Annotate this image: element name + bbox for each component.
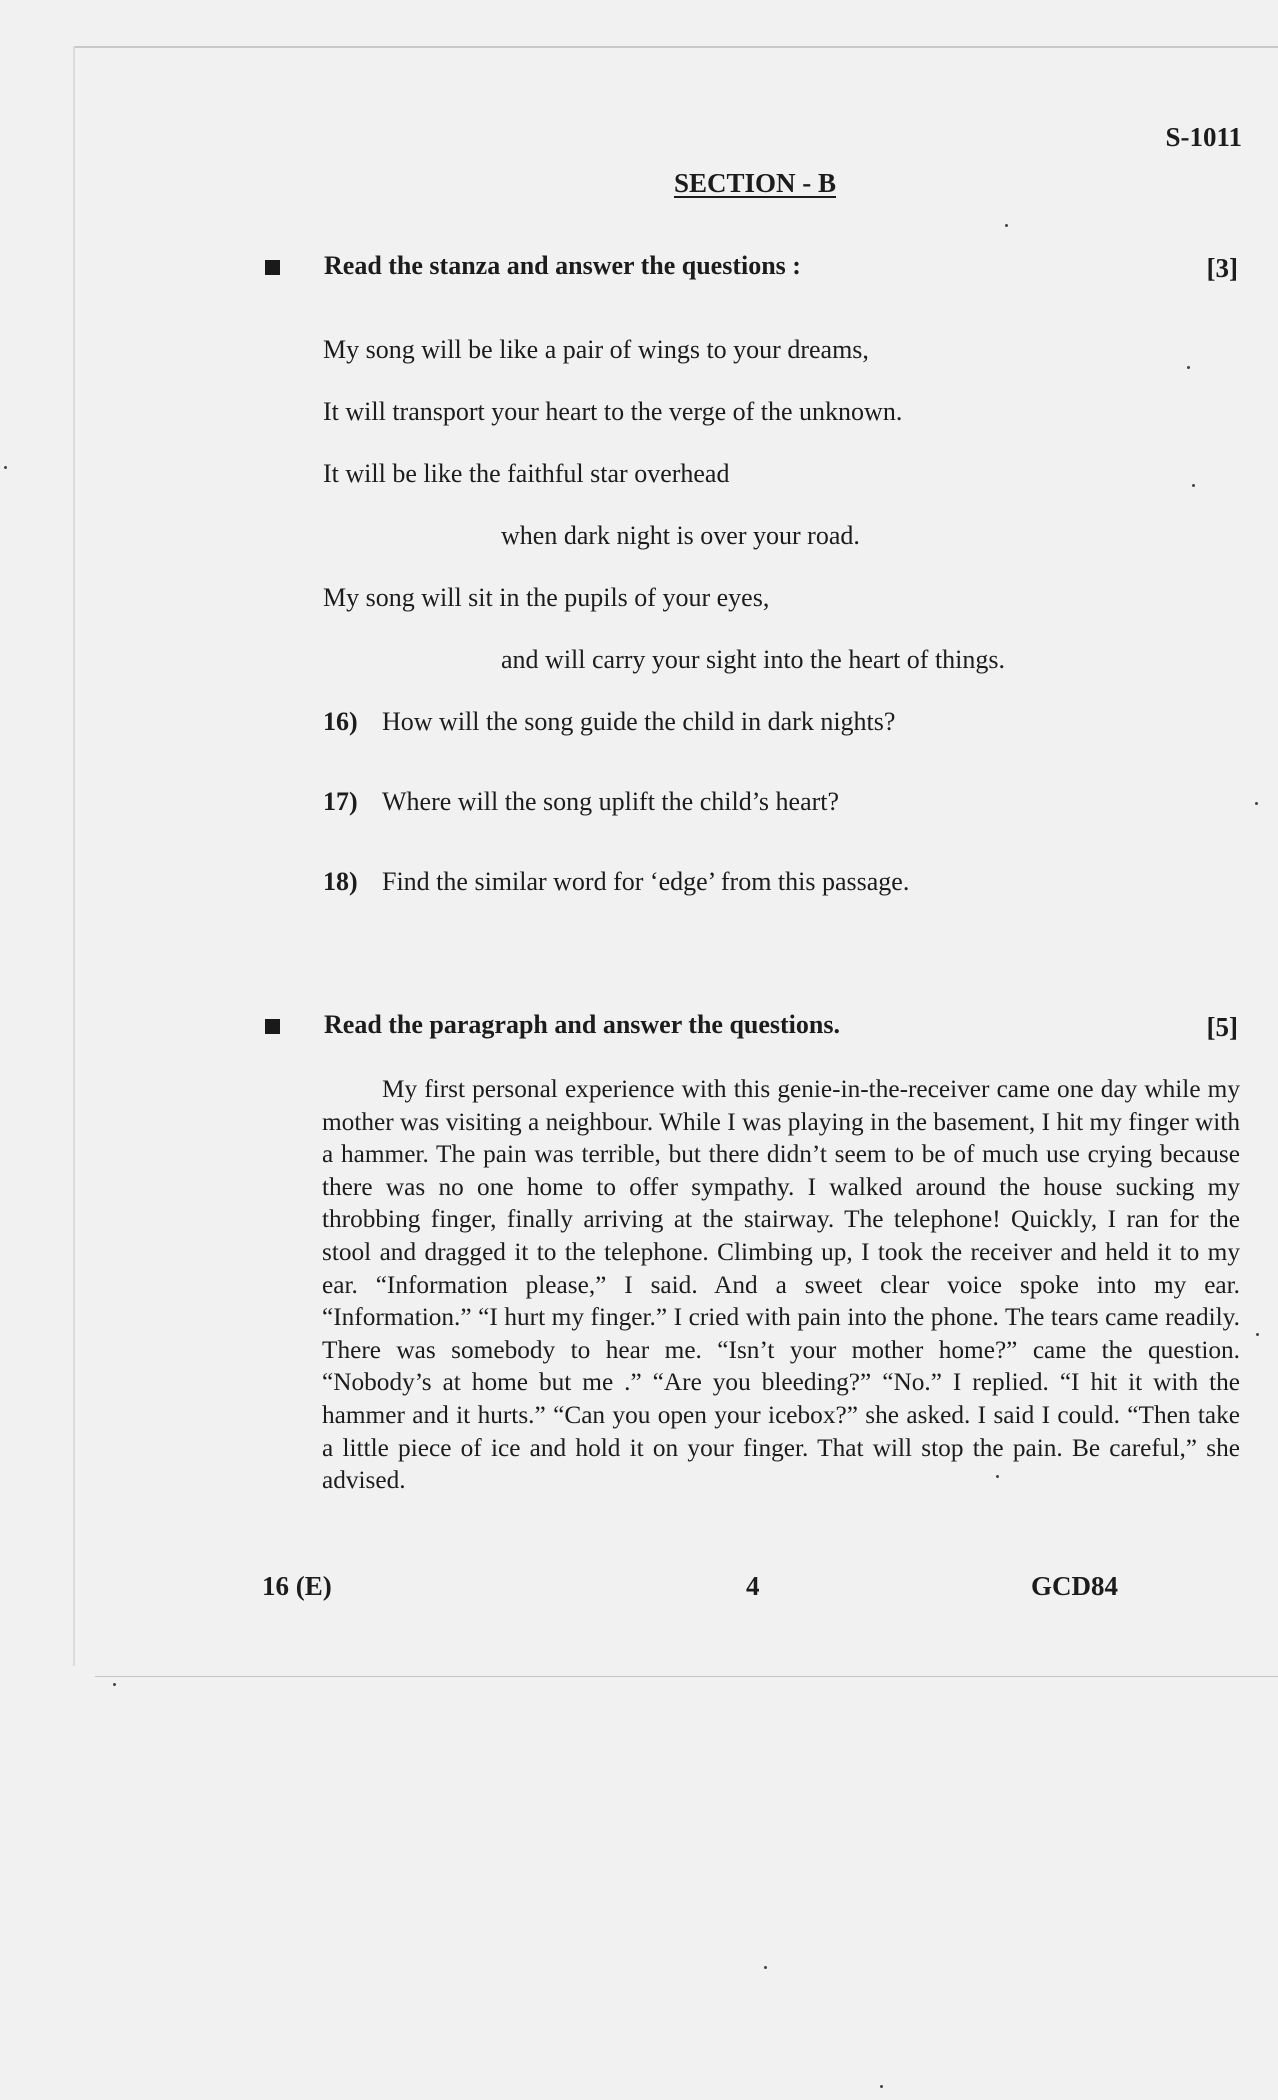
stanza-line: It will transport your heart to the verge of the unknown.: [323, 397, 903, 426]
scan-speck: [1187, 366, 1190, 369]
stanza-instruction: Read the stanza and answer the questions :: [324, 251, 801, 280]
stanza-line: It will be like the faithful star overhead: [323, 459, 730, 488]
footer-left: 16 (E): [262, 1571, 332, 1601]
stanza-marks: [3]: [1206, 253, 1238, 283]
stanza-line: when dark night is over your road.: [501, 521, 860, 550]
question-number-17: 17): [323, 787, 358, 816]
paper-code: S-1011: [1165, 122, 1242, 152]
scan-speck: [1256, 1333, 1259, 1336]
stanza-line: My song will sit in the pupils of your eyes,: [323, 583, 770, 612]
sheet-edge-top: [75, 46, 1278, 48]
paragraph-marks: [5]: [1206, 1012, 1238, 1042]
paragraph-instruction: Read the paragraph and answer the questions.: [324, 1010, 840, 1039]
stanza-line: and will carry your sight into the heart of things.: [501, 645, 1006, 674]
question-text-17: Where will the song uplift the child’s heart?: [382, 787, 840, 816]
scan-speck: [880, 2085, 883, 2088]
scan-speck: [996, 1475, 999, 1478]
page-number: 4: [746, 1571, 760, 1601]
sheet-edge-bottom: [95, 1676, 1278, 1677]
scan-speck: [113, 1683, 116, 1686]
question-number-16: 16): [323, 707, 358, 736]
scan-speck: [764, 1966, 767, 1969]
scan-speck: [4, 466, 7, 469]
section-title: SECTION - B: [673, 168, 837, 198]
question-number-18: 18): [323, 867, 358, 896]
footer-right: GCD84: [1031, 1571, 1118, 1601]
question-text-18: Find the similar word for ‘edge’ from this passage.: [382, 867, 910, 896]
sheet-edge-left: [73, 46, 75, 1666]
question-text-16: How will the song guide the child in dark nights?: [382, 707, 896, 736]
scan-speck: [1005, 224, 1008, 227]
square-bullet-icon: [265, 260, 280, 275]
scan-speck: [1192, 484, 1195, 487]
stanza-line: My song will be like a pair of wings to your dreams,: [323, 335, 869, 364]
square-bullet-icon: [265, 1019, 280, 1034]
scan-speck: [1255, 802, 1258, 805]
reading-passage: My first personal experience with this genie-in-the-receiver came one day while my mother was visiting a neighbour. While I was playing in the basement, I hit my finger with a hammer. The pain was terrible, but there didn’t seem to be of much use crying because there was no one home to offer sympathy. I walked around the house sucking my throbbing finger, finally arriving at the stairway. The telephone! Quickly, I ran for the stool and dragged it to the telephone. Climbing up, I took the receiver and held it to my ear. “Information please,” I said. And a sweet clear voice spoke into my ear. “Information.” “I hurt my finger.” I cried with pain into the phone. The tears came readily. There was somebody to hear me. “Isn’t your mother home?” came the question. “Nobody’s at home but me .” “Are you bleeding?” “No.” I replied. “I hit it with the hammer and it hurts.” “Can you open your icebox?” she asked. I said I could. “Then take a little piece of ice and hold it on your finger. That will stop the pain. Be careful,” she advised.: [322, 1075, 1240, 1495]
